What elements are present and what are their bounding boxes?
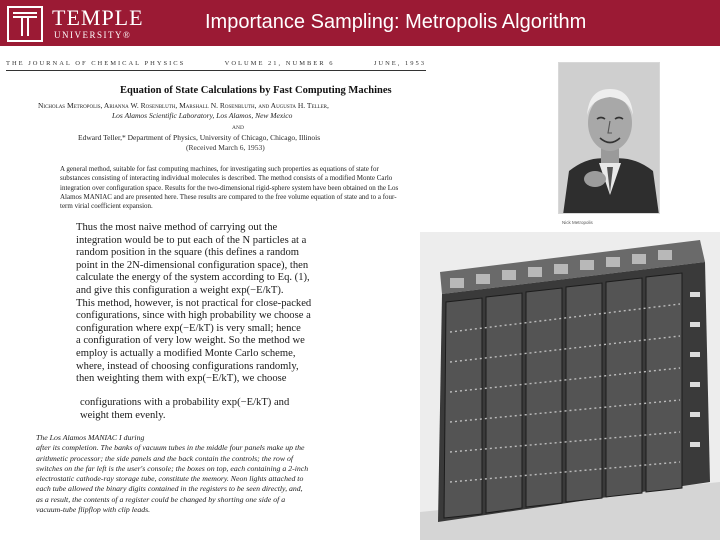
caption-line: as a result, the contents of a register could be changed by shorting one side of a (36, 494, 286, 504)
slide-title: Importance Sampling: Metropolis Algorithm (205, 11, 587, 33)
body-line: then weighting them with exp(−E/kT), we choose (76, 373, 287, 385)
caption-line: arithmetic processor; the side panels and the back contain the controls; the row of (36, 453, 294, 463)
maniac-caption (36, 433, 416, 515)
journal-volume: VOLUME 21, NUMBER 6 (224, 60, 335, 67)
body-line: point in the 2N-dimensional configuration space), then (76, 259, 309, 271)
paper-and: AND (232, 125, 244, 131)
logo-temple-text: TEMPLE (52, 5, 144, 30)
header-bar (0, 0, 720, 46)
maniac-illustration (420, 232, 720, 540)
journal-header (6, 60, 426, 67)
paper-abstract: A general method, suitable for fast computing machines, for investigating such properties as equations of state for substances consisting of interacting individual molecules is described. The method consists of a modified Monte Carlo integration over configuration space. Results for the two-dimensional rigid-sphere system have been obtained on the Los Alamos MANIAC and are presented here. These results are compared to the free volume equation of state and to a four-term virial coefficient expansion. (60, 165, 399, 211)
body-line: configurations with a probability exp(−E/kT) and (80, 397, 290, 408)
journal-rule (6, 70, 426, 71)
caption-line: The Los Alamos MANIAC I during (36, 433, 145, 442)
body-line: This method, however, is not practical for close-packed (76, 297, 312, 309)
caption-line: each tube allowed the binary digits contained in the registers to be seen directly, and, (36, 484, 303, 494)
logo-university-text: UNIVERSITY® (54, 30, 132, 40)
journal-name: THE JOURNAL OF CHEMICAL PHYSICS (6, 60, 186, 67)
body-line: employ is actually a modified Monte Carlo scheme, (76, 347, 296, 359)
caption-line: after its completion. The banks of vacuum tubes in the middle four panels make up the (36, 443, 305, 453)
paper-body-continuation (80, 397, 330, 422)
caption-line: switches on the far left is the user's console; the boxes on top, each containing a 2-inch (36, 463, 309, 473)
journal-date: JUNE, 1953 (373, 60, 426, 67)
body-line: and give this configuration a weight exp(−E/kT). (76, 284, 284, 296)
paper-affiliation: Los Alamos Scientific Laboratory, Los Alamos, New Mexico (112, 111, 293, 120)
body-line: a configuration of very low weight. So the method we (76, 335, 305, 347)
paper-title: Equation of State Calculations by Fast Computing Machines (120, 85, 392, 96)
paper-received: (Received March 6, 1953) (186, 143, 265, 152)
metropolis-portrait (558, 62, 660, 214)
temple-t-logo-icon (6, 5, 44, 43)
paper-authors: Nicholas Metropolis, Arianna W. Rosenbluth, Marshall N. Rosenbluth, and Augusta H. Teller, (38, 101, 329, 110)
body-line: random position in the square (this defines a random (76, 247, 300, 259)
body-line: Thus the most naive method of carrying out the (76, 222, 278, 233)
body-line: calculate the energy of the system according to Eq. (1), (76, 272, 310, 284)
maniac-computer-photo (420, 232, 720, 540)
body-line: integration would be to put each of the N particles at a (76, 234, 307, 246)
caption-line: vacuum-tube flipflop with clip leads. (36, 505, 151, 515)
temple-logo[interactable] (6, 4, 156, 44)
paper-body-excerpt (76, 222, 326, 386)
portrait-caption: Nick Metropolis (562, 220, 593, 225)
body-line: configurations, since with high probability we choose a (76, 310, 311, 322)
body-line: where, instead of choosing configurations randomly, (76, 360, 299, 372)
portrait-illustration (559, 63, 660, 214)
body-line: configuration where exp(−E/kT) is very small; hence (76, 322, 301, 334)
body-line: weight them evenly. (80, 409, 166, 421)
paper-author-teller: Edward Teller,* Department of Physics, University of Chicago, Chicago, Illinois (78, 133, 321, 142)
caption-line: electrostatic cathode-ray storage tube, constitute the memory. Neon lights attached to (36, 474, 304, 484)
